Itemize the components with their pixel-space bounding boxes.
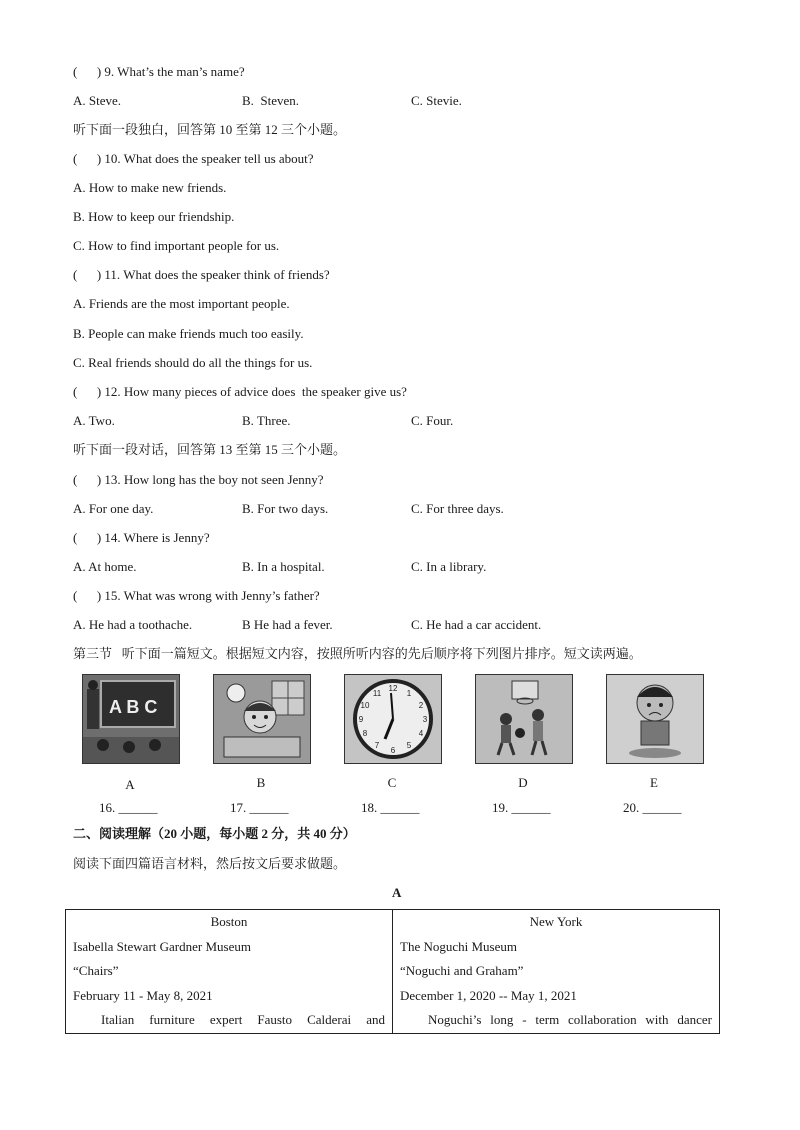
q10-option-c: C. How to find important people for us. [73,238,280,253]
section-intro-10-12: 听下面一段独白，回答第 10 至第 12 三个小题。 [73,122,347,137]
picture-label-a: A [125,777,135,792]
question-11-prompt: ( ) 11. What does the speaker think of friends? [73,267,330,282]
picture-label-c: C [387,775,397,790]
part-2-heading: 二、阅读理解（20 小题，每小题 2 分，共 40 分） [73,826,356,841]
q14-option-b: B. In a hospital. [242,559,325,574]
q14-option-a: A. At home. [73,559,137,574]
new-york-museum: The Noguchi Museum [400,938,517,954]
new-york-description: Noguchi’s long - term collaboration with dancer [428,1012,712,1027]
kids-basketball-icon [475,674,573,764]
boy-studying-idea-icon [213,674,311,764]
q11-option-a: A. Friends are the most important people. [73,296,290,311]
q10-option-a: A. How to make new friends. [73,180,227,195]
picture-label-d: D [518,775,528,790]
q14-option-c: C. In a library. [411,559,487,574]
answer-blank-18[interactable]: 18. ______ [361,800,420,815]
svg-text:A B C: A B C [109,697,158,717]
new-york-dates: December 1, 2020 -- May 1, 2021 [400,987,577,1003]
svg-text:6: 6 [390,746,396,755]
section-3-intro: 第三节 听下面一篇短文。根据短文内容，按照所听内容的先后顺序将下列图片排序。短文读两遍。 [73,646,642,661]
q10-option-b: B. How to keep our friendship. [73,209,235,224]
q13-option-c: C. For three days. [411,501,504,516]
svg-text:10: 10 [360,701,370,710]
svg-text:5: 5 [406,741,412,750]
new-york-column [393,910,720,1034]
svg-text:1: 1 [406,689,412,698]
q11-option-b: B. People can make friends much too easily. [73,326,304,341]
boston-description: Italian furniture expert Fausto Calderai and [101,1012,385,1027]
museum-exhibits-table [65,909,720,1034]
picture-label-e: E [650,775,658,790]
q15-option-c: C. He had a car accident. [411,617,542,632]
wall-clock-icon [344,674,442,764]
q9-option-b: B. Steven. [242,93,300,108]
answer-blank-19[interactable]: 19. ______ [492,800,551,815]
svg-text:8: 8 [362,729,368,738]
classroom-blackboard-abc-icon [82,674,180,764]
svg-text:11: 11 [372,689,382,698]
section-intro-13-15: 听下面一段对话，回答第 13 至第 15 三个小题。 [73,442,347,457]
svg-text:12: 12 [388,684,398,693]
boston-column [66,910,393,1034]
q13-option-a: A. For one day. [73,501,154,516]
boston-exhibit: “Chairs” [73,963,119,978]
question-14-prompt: ( ) 14. Where is Jenny? [73,530,210,545]
question-9-prompt: ( ) 9. What’s the man’s name? [73,64,245,79]
part-2-instruction: 阅读下面四篇语言材料，然后按文后要求做题。 [73,856,347,871]
boston-museum: Isabella Stewart Gardner Museum [73,938,251,954]
svg-text:9: 9 [358,715,364,724]
q12-option-b: B. Three. [242,413,291,428]
q12-option-c: C. Four. [411,413,454,428]
q12-option-a: A. Two. [73,413,115,428]
new-york-exhibit: “Noguchi and Graham” [400,963,524,978]
q11-option-c: C. Real friends should do all the things for us. [73,355,313,370]
question-12-prompt: ( ) 12. How many pieces of advice does the speaker give us? [73,384,407,399]
boston-dates: February 11 - May 8, 2021 [73,987,213,1003]
answer-blank-16[interactable]: 16. ______ [99,800,158,815]
question-10-prompt: ( ) 10. What does the speaker tell us about? [73,151,314,166]
answer-blank-20[interactable]: 20. ______ [623,800,682,815]
sad-boy-icon [606,674,704,764]
boston-city: Boston [210,914,248,929]
svg-text:3: 3 [422,715,428,724]
passage-label: A [392,885,402,900]
q13-option-b: B. For two days. [242,501,329,516]
question-13-prompt: ( ) 13. How long has the boy not seen Jenny? [73,472,324,487]
q9-option-a: A. Steve. [73,93,122,108]
q9-option-c: C. Stevie. [411,93,462,108]
svg-text:4: 4 [418,729,424,738]
new-york-city: New York [529,914,583,929]
question-15-prompt: ( ) 15. What was wrong with Jenny’s father? [73,588,320,603]
svg-text:2: 2 [418,701,424,710]
svg-text:7: 7 [374,741,380,750]
answer-blank-17[interactable]: 17. ______ [230,800,289,815]
picture-label-b: B [256,775,266,790]
q15-option-b: B He had a fever. [242,617,333,632]
q15-option-a: A. He had a toothache. [73,617,193,632]
